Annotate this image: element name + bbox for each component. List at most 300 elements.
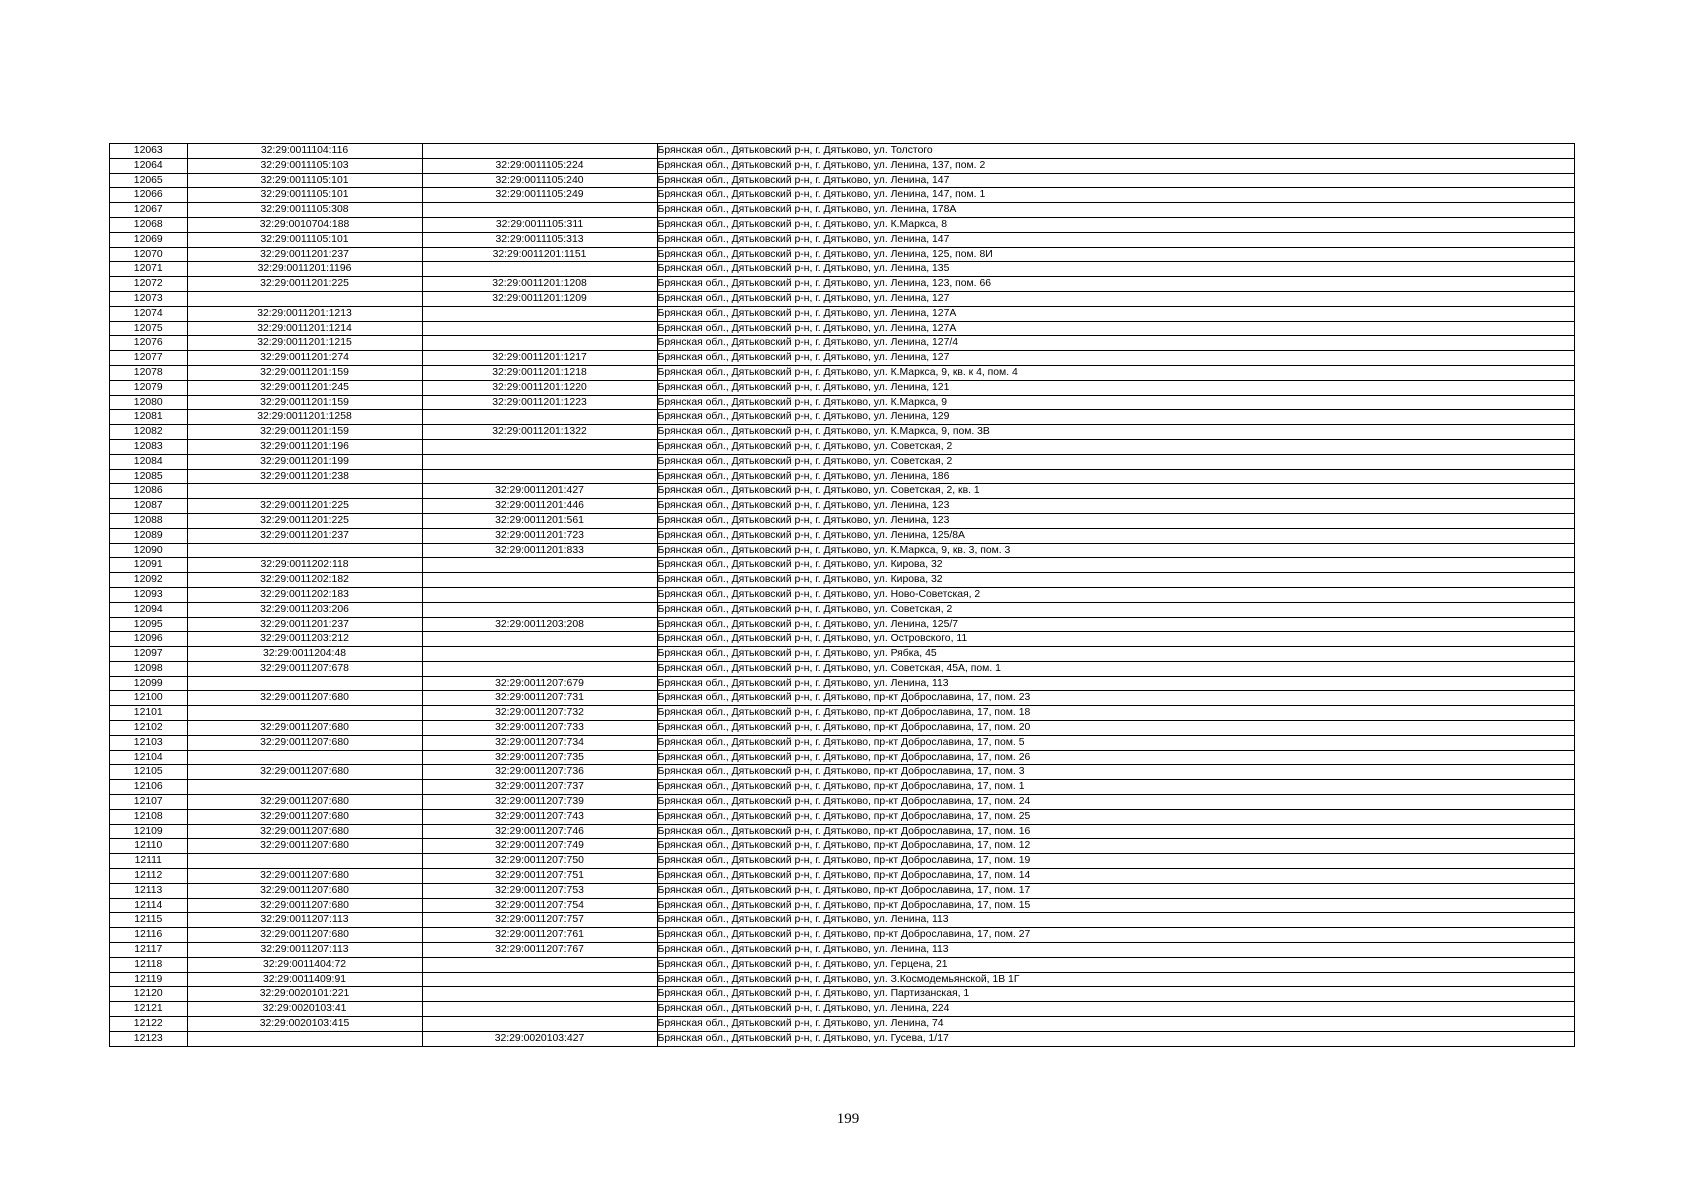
table-row — [110, 750, 1574, 765]
cadastral-number-cell: 32:29:0011207:680 — [187, 795, 422, 810]
cadastral-number-cell: 32:29:0011204:48 — [187, 647, 422, 662]
address-cell: Брянская обл., Дятьковский р-н, г. Дятьково, ул. Толстого — [657, 144, 1574, 158]
cadastral-number-cell: 32:29:0011202:182 — [187, 573, 422, 588]
table-row — [110, 499, 1574, 514]
object-cadastral-number-cell: 32:29:0011207:731 — [422, 691, 657, 706]
address-cell: Брянская обл., Дятьковский р-н, г. Дятьково, пр-кт Доброславина, 17, пом. 25 — [657, 809, 1574, 824]
table-row — [110, 972, 1574, 987]
row-number-cell: 12081 — [110, 410, 187, 425]
cadastral-number-cell: 32:29:0011201:199 — [187, 454, 422, 469]
object-cadastral-number-cell: 32:29:0011201:1322 — [422, 425, 657, 440]
table-row — [110, 336, 1574, 351]
address-cell: Брянская обл., Дятьковский р-н, г. Дятьково, пр-кт Доброславина, 17, пом. 23 — [657, 691, 1574, 706]
cadastral-number-cell: 32:29:0011201:238 — [187, 469, 422, 484]
address-cell: Брянская обл., Дятьковский р-н, г. Дятьково, ул. Ленина, 147, пом. 1 — [657, 188, 1574, 203]
cadastral-number-cell: 32:29:0011201:237 — [187, 617, 422, 632]
cadastral-number-cell: 32:29:0011201:1214 — [187, 321, 422, 336]
table-row — [110, 395, 1574, 410]
table-row — [110, 351, 1574, 366]
table-row — [110, 676, 1574, 691]
row-number-cell: 12070 — [110, 247, 187, 262]
object-cadastral-number-cell: 32:29:0011201:446 — [422, 499, 657, 514]
object-cadastral-number-cell — [422, 1017, 657, 1032]
row-number-cell: 12069 — [110, 232, 187, 247]
address-cell: Брянская обл., Дятьковский р-н, г. Дятьково, пр-кт Доброславина, 17, пом. 17 — [657, 883, 1574, 898]
object-cadastral-number-cell: 32:29:0011201:1217 — [422, 351, 657, 366]
table-row — [110, 321, 1574, 336]
row-number-cell: 12077 — [110, 351, 187, 366]
cadastral-number-cell — [187, 1031, 422, 1045]
cadastral-number-cell: 32:29:0011207:680 — [187, 824, 422, 839]
address-cell: Брянская обл., Дятьковский р-н, г. Дятьково, ул. Советская, 2 — [657, 454, 1574, 469]
registry-table — [110, 144, 1574, 1046]
cadastral-number-cell: 32:29:0011201:274 — [187, 351, 422, 366]
cadastral-number-cell: 32:29:0011201:1196 — [187, 262, 422, 277]
cadastral-number-cell: 32:29:0011201:159 — [187, 425, 422, 440]
cadastral-number-cell: 32:29:0011207:680 — [187, 691, 422, 706]
address-cell: Брянская обл., Дятьковский р-н, г. Дятьково, пр-кт Доброславина, 17, пом. 27 — [657, 928, 1574, 943]
object-cadastral-number-cell: 32:29:0011201:1218 — [422, 365, 657, 380]
cadastral-number-cell: 32:29:0011207:680 — [187, 721, 422, 736]
object-cadastral-number-cell: 32:29:0011207:737 — [422, 780, 657, 795]
table-row — [110, 869, 1574, 884]
row-number-cell: 12100 — [110, 691, 187, 706]
table-row — [110, 1031, 1574, 1045]
object-cadastral-number-cell — [422, 306, 657, 321]
cadastral-number-cell: 32:29:0011207:113 — [187, 913, 422, 928]
cadastral-number-cell: 32:29:0011202:118 — [187, 558, 422, 573]
cadastral-number-cell: 32:29:0011207:680 — [187, 809, 422, 824]
object-cadastral-number-cell: 32:29:0011201:1208 — [422, 277, 657, 292]
row-number-cell: 12071 — [110, 262, 187, 277]
address-cell: Брянская обл., Дятьковский р-н, г. Дятьково, ул. Ленина, 123, пом. 66 — [657, 277, 1574, 292]
table-row — [110, 277, 1574, 292]
address-cell: Брянская обл., Дятьковский р-н, г. Дятьково, ул. Ленина, 127 — [657, 351, 1574, 366]
table-row — [110, 1017, 1574, 1032]
cadastral-number-cell: 32:29:0010704:188 — [187, 217, 422, 232]
address-cell: Брянская обл., Дятьковский р-н, г. Дятьково, пр-кт Доброславина, 17, пом. 1 — [657, 780, 1574, 795]
cadastral-number-cell: 32:29:0011203:212 — [187, 632, 422, 647]
object-cadastral-number-cell — [422, 632, 657, 647]
table-row — [110, 158, 1574, 173]
cadastral-number-cell — [187, 676, 422, 691]
address-cell: Брянская обл., Дятьковский р-н, г. Дятьково, ул. Партизанская, 1 — [657, 987, 1574, 1002]
address-cell: Брянская обл., Дятьковский р-н, г. Дятьково, пр-кт Доброславина, 17, пом. 14 — [657, 869, 1574, 884]
address-cell: Брянская обл., Дятьковский р-н, г. Дятьково, пр-кт Доброславина, 17, пом. 12 — [657, 839, 1574, 854]
address-cell: Брянская обл., Дятьковский р-н, г. Дятьково, ул. К.Маркса, 9, кв. 3, пом. 3 — [657, 543, 1574, 558]
cadastral-number-cell: 32:29:0011105:101 — [187, 173, 422, 188]
cadastral-number-cell: 32:29:0011201:245 — [187, 380, 422, 395]
row-number-cell: 12082 — [110, 425, 187, 440]
cadastral-number-cell: 32:29:0011104:116 — [187, 144, 422, 158]
address-cell: Брянская обл., Дятьковский р-н, г. Дятьково, ул. Островского, 11 — [657, 632, 1574, 647]
address-cell: Брянская обл., Дятьковский р-н, г. Дятьково, ул. Рябка, 45 — [657, 647, 1574, 662]
row-number-cell: 12102 — [110, 721, 187, 736]
table-row — [110, 291, 1574, 306]
row-number-cell: 12117 — [110, 943, 187, 958]
row-number-cell: 12112 — [110, 869, 187, 884]
table-row — [110, 661, 1574, 676]
row-number-cell: 12087 — [110, 499, 187, 514]
table-row — [110, 587, 1574, 602]
row-number-cell: 12095 — [110, 617, 187, 632]
table-row — [110, 691, 1574, 706]
object-cadastral-number-cell: 32:29:0011201:427 — [422, 484, 657, 499]
cadastral-number-cell: 32:29:0011201:225 — [187, 499, 422, 514]
table-row — [110, 469, 1574, 484]
table-row — [110, 217, 1574, 232]
cadastral-number-cell: 32:29:0011105:101 — [187, 188, 422, 203]
object-cadastral-number-cell — [422, 573, 657, 588]
table-row — [110, 573, 1574, 588]
row-number-cell: 12119 — [110, 972, 187, 987]
address-cell: Брянская обл., Дятьковский р-н, г. Дятьково, ул. Советская, 2 — [657, 439, 1574, 454]
row-number-cell: 12075 — [110, 321, 187, 336]
row-number-cell: 12068 — [110, 217, 187, 232]
object-cadastral-number-cell: 32:29:0011207:679 — [422, 676, 657, 691]
table-row — [110, 632, 1574, 647]
object-cadastral-number-cell: 32:29:0011201:1220 — [422, 380, 657, 395]
cadastral-number-cell: 32:29:0011201:237 — [187, 247, 422, 262]
object-cadastral-number-cell — [422, 972, 657, 987]
row-number-cell: 12091 — [110, 558, 187, 573]
table-row — [110, 484, 1574, 499]
row-number-cell: 12122 — [110, 1017, 187, 1032]
cadastral-number-cell: 32:29:0011201:159 — [187, 395, 422, 410]
object-cadastral-number-cell — [422, 647, 657, 662]
object-cadastral-number-cell: 32:29:0011203:208 — [422, 617, 657, 632]
row-number-cell: 12109 — [110, 824, 187, 839]
table-row — [110, 380, 1574, 395]
table-row — [110, 513, 1574, 528]
address-cell: Брянская обл., Дятьковский р-н, г. Дятьково, ул. Кирова, 32 — [657, 573, 1574, 588]
object-cadastral-number-cell: 32:29:0011207:733 — [422, 721, 657, 736]
row-number-cell: 12092 — [110, 573, 187, 588]
object-cadastral-number-cell: 32:29:0011207:767 — [422, 943, 657, 958]
table-row — [110, 543, 1574, 558]
row-number-cell: 12114 — [110, 898, 187, 913]
cadastral-number-cell: 32:29:0011201:1213 — [187, 306, 422, 321]
row-number-cell: 12088 — [110, 513, 187, 528]
object-cadastral-number-cell: 32:29:0011201:723 — [422, 528, 657, 543]
table-row — [110, 188, 1574, 203]
row-number-cell: 12093 — [110, 587, 187, 602]
cadastral-number-cell: 32:29:0011207:678 — [187, 661, 422, 676]
object-cadastral-number-cell: 32:29:0020103:427 — [422, 1031, 657, 1045]
address-cell: Брянская обл., Дятьковский р-н, г. Дятьково, ул. Ленина, 113 — [657, 913, 1574, 928]
address-cell: Брянская обл., Дятьковский р-н, г. Дятьково, ул. Ленина, 74 — [657, 1017, 1574, 1032]
object-cadastral-number-cell: 32:29:0011207:753 — [422, 883, 657, 898]
page-number: 199 — [836, 1111, 860, 1127]
object-cadastral-number-cell — [422, 144, 657, 158]
cadastral-number-cell: 32:29:0020101:221 — [187, 987, 422, 1002]
table-row — [110, 439, 1574, 454]
table-row — [110, 306, 1574, 321]
table-row — [110, 913, 1574, 928]
table-row — [110, 144, 1574, 158]
registry-sheet — [109, 143, 1575, 1047]
address-cell: Брянская обл., Дятьковский р-н, г. Дятьково, ул. К.Маркса, 9, кв. к 4, пом. 4 — [657, 365, 1574, 380]
row-number-cell: 12073 — [110, 291, 187, 306]
table-row — [110, 839, 1574, 854]
object-cadastral-number-cell: 32:29:0011207:736 — [422, 765, 657, 780]
object-cadastral-number-cell — [422, 1002, 657, 1017]
table-row — [110, 602, 1574, 617]
table-row — [110, 883, 1574, 898]
address-cell: Брянская обл., Дятьковский р-н, г. Дятьково, пр-кт Доброславина, 17, пом. 24 — [657, 795, 1574, 810]
table-row — [110, 425, 1574, 440]
address-cell: Брянская обл., Дятьковский р-н, г. Дятьково, ул. Ленина, 125/8А — [657, 528, 1574, 543]
object-cadastral-number-cell — [422, 410, 657, 425]
object-cadastral-number-cell — [422, 661, 657, 676]
object-cadastral-number-cell — [422, 321, 657, 336]
address-cell: Брянская обл., Дятьковский р-н, г. Дятьково, ул. Ново-Советская, 2 — [657, 587, 1574, 602]
cadastral-number-cell: 32:29:0011207:680 — [187, 839, 422, 854]
row-number-cell: 12065 — [110, 173, 187, 188]
row-number-cell: 12113 — [110, 883, 187, 898]
row-number-cell: 12110 — [110, 839, 187, 854]
object-cadastral-number-cell: 32:29:0011207:743 — [422, 809, 657, 824]
address-cell: Брянская обл., Дятьковский р-н, г. Дятьково, пр-кт Доброславина, 17, пом. 5 — [657, 735, 1574, 750]
row-number-cell: 12089 — [110, 528, 187, 543]
object-cadastral-number-cell: 32:29:0011207:735 — [422, 750, 657, 765]
address-cell: Брянская обл., Дятьковский р-н, г. Дятьково, пр-кт Доброславина, 17, пом. 20 — [657, 721, 1574, 736]
cadastral-number-cell: 32:29:0011105:103 — [187, 158, 422, 173]
address-cell: Брянская обл., Дятьковский р-н, г. Дятьково, ул. Советская, 2, кв. 1 — [657, 484, 1574, 499]
table-row — [110, 987, 1574, 1002]
address-cell: Брянская обл., Дятьковский р-н, г. Дятьково, ул. Ленина, 125/7 — [657, 617, 1574, 632]
object-cadastral-number-cell: 32:29:0011201:1209 — [422, 291, 657, 306]
object-cadastral-number-cell: 32:29:0011105:311 — [422, 217, 657, 232]
table-row — [110, 854, 1574, 869]
row-number-cell: 12106 — [110, 780, 187, 795]
table-row — [110, 262, 1574, 277]
row-number-cell: 12064 — [110, 158, 187, 173]
row-number-cell: 12101 — [110, 706, 187, 721]
address-cell: Брянская обл., Дятьковский р-н, г. Дятьково, пр-кт Доброславина, 17, пом. 16 — [657, 824, 1574, 839]
cadastral-number-cell: 32:29:0011201:225 — [187, 277, 422, 292]
row-number-cell: 12123 — [110, 1031, 187, 1045]
address-cell: Брянская обл., Дятьковский р-н, г. Дятьково, пр-кт Доброславина, 17, пом. 19 — [657, 854, 1574, 869]
row-number-cell: 12072 — [110, 277, 187, 292]
row-number-cell: 12083 — [110, 439, 187, 454]
cadastral-number-cell — [187, 854, 422, 869]
row-number-cell: 12098 — [110, 661, 187, 676]
table-row — [110, 558, 1574, 573]
object-cadastral-number-cell — [422, 336, 657, 351]
row-number-cell: 12097 — [110, 647, 187, 662]
table-row — [110, 365, 1574, 380]
object-cadastral-number-cell — [422, 957, 657, 972]
cadastral-number-cell: 32:29:0020103:41 — [187, 1002, 422, 1017]
cadastral-number-cell: 32:29:0011105:308 — [187, 203, 422, 218]
table-row — [110, 765, 1574, 780]
table-row — [110, 232, 1574, 247]
address-cell: Брянская обл., Дятьковский р-н, г. Дятьково, пр-кт Доброславина, 17, пом. 26 — [657, 750, 1574, 765]
address-cell: Брянская обл., Дятьковский р-н, г. Дятьково, пр-кт Доброславина, 17, пом. 18 — [657, 706, 1574, 721]
row-number-cell: 12086 — [110, 484, 187, 499]
object-cadastral-number-cell — [422, 987, 657, 1002]
address-cell: Брянская обл., Дятьковский р-н, г. Дятьково, ул. Ленина, 113 — [657, 676, 1574, 691]
address-cell: Брянская обл., Дятьковский р-н, г. Дятьково, ул. Ленина, 147 — [657, 232, 1574, 247]
object-cadastral-number-cell: 32:29:0011105:224 — [422, 158, 657, 173]
object-cadastral-number-cell — [422, 469, 657, 484]
address-cell: Брянская обл., Дятьковский р-н, г. Дятьково, ул. Ленина, 113 — [657, 943, 1574, 958]
object-cadastral-number-cell: 32:29:0011105:240 — [422, 173, 657, 188]
table-row — [110, 809, 1574, 824]
address-cell: Брянская обл., Дятьковский р-н, г. Дятьково, ул. К.Маркса, 9 — [657, 395, 1574, 410]
row-number-cell: 12105 — [110, 765, 187, 780]
row-number-cell: 12104 — [110, 750, 187, 765]
object-cadastral-number-cell — [422, 439, 657, 454]
address-cell: Брянская обл., Дятьковский р-н, г. Дятьково, ул. Ленина, 135 — [657, 262, 1574, 277]
object-cadastral-number-cell: 32:29:0011207:732 — [422, 706, 657, 721]
address-cell: Брянская обл., Дятьковский р-н, г. Дятьково, ул. Гусева, 1/17 — [657, 1031, 1574, 1045]
object-cadastral-number-cell: 32:29:0011201:1151 — [422, 247, 657, 262]
object-cadastral-number-cell — [422, 558, 657, 573]
row-number-cell: 12096 — [110, 632, 187, 647]
cadastral-number-cell: 32:29:0011207:680 — [187, 883, 422, 898]
object-cadastral-number-cell: 32:29:0011207:754 — [422, 898, 657, 913]
table-row — [110, 928, 1574, 943]
object-cadastral-number-cell: 32:29:0011207:761 — [422, 928, 657, 943]
table-row — [110, 1002, 1574, 1017]
table-row — [110, 203, 1574, 218]
address-cell: Брянская обл., Дятьковский р-н, г. Дятьково, ул. Советская, 45А, пом. 1 — [657, 661, 1574, 676]
row-number-cell: 12111 — [110, 854, 187, 869]
address-cell: Брянская обл., Дятьковский р-н, г. Дятьково, ул. Ленина, 186 — [657, 469, 1574, 484]
table-row — [110, 943, 1574, 958]
row-number-cell: 12120 — [110, 987, 187, 1002]
address-cell: Брянская обл., Дятьковский р-н, г. Дятьково, ул. Ленина, 127А — [657, 306, 1574, 321]
row-number-cell: 12107 — [110, 795, 187, 810]
cadastral-number-cell: 32:29:0011207:680 — [187, 765, 422, 780]
object-cadastral-number-cell — [422, 262, 657, 277]
cadastral-number-cell: 32:29:0011207:680 — [187, 869, 422, 884]
cadastral-number-cell: 32:29:0011207:113 — [187, 943, 422, 958]
cadastral-number-cell: 32:29:0011201:237 — [187, 528, 422, 543]
object-cadastral-number-cell: 32:29:0011105:313 — [422, 232, 657, 247]
object-cadastral-number-cell: 32:29:0011207:734 — [422, 735, 657, 750]
cadastral-number-cell: 32:29:0011207:680 — [187, 735, 422, 750]
object-cadastral-number-cell: 32:29:0011105:249 — [422, 188, 657, 203]
object-cadastral-number-cell: 32:29:0011201:1223 — [422, 395, 657, 410]
address-cell: Брянская обл., Дятьковский р-н, г. Дятьково, ул. Ленина, 123 — [657, 513, 1574, 528]
cadastral-number-cell: 32:29:0011207:680 — [187, 898, 422, 913]
table-row — [110, 617, 1574, 632]
cadastral-number-cell — [187, 780, 422, 795]
object-cadastral-number-cell: 32:29:0011201:561 — [422, 513, 657, 528]
table-row — [110, 173, 1574, 188]
address-cell: Брянская обл., Дятьковский р-н, г. Дятьково, ул. З.Космодемьянской, 1В 1Г — [657, 972, 1574, 987]
table-row — [110, 735, 1574, 750]
table-row — [110, 528, 1574, 543]
cadastral-number-cell: 32:29:0011105:101 — [187, 232, 422, 247]
object-cadastral-number-cell: 32:29:0011201:833 — [422, 543, 657, 558]
row-number-cell: 12121 — [110, 1002, 187, 1017]
address-cell: Брянская обл., Дятьковский р-н, г. Дятьково, ул. К.Маркса, 8 — [657, 217, 1574, 232]
object-cadastral-number-cell — [422, 602, 657, 617]
table-row — [110, 410, 1574, 425]
cadastral-number-cell: 32:29:0011201:159 — [187, 365, 422, 380]
object-cadastral-number-cell: 32:29:0011207:749 — [422, 839, 657, 854]
cadastral-number-cell — [187, 543, 422, 558]
row-number-cell: 12063 — [133, 145, 163, 156]
row-number-cell: 12066 — [110, 188, 187, 203]
table-row — [110, 247, 1574, 262]
cadastral-number-cell — [187, 750, 422, 765]
row-number-cell: 12115 — [110, 913, 187, 928]
table-row — [110, 706, 1574, 721]
row-number-cell: 12094 — [110, 602, 187, 617]
cadastral-number-cell — [187, 484, 422, 499]
cadastral-number-cell — [187, 291, 422, 306]
cadastral-number-cell: 32:29:0011201:196 — [187, 439, 422, 454]
object-cadastral-number-cell — [422, 454, 657, 469]
address-cell: Брянская обл., Дятьковский р-н, г. Дятьково, ул. Ленина, 125, пом. 8И — [657, 247, 1574, 262]
cadastral-number-cell: 32:29:0011409:91 — [187, 972, 422, 987]
table-row — [110, 721, 1574, 736]
row-number-cell: 12079 — [110, 380, 187, 395]
row-number-cell: 12085 — [110, 469, 187, 484]
cadastral-number-cell: 32:29:0011201:1215 — [187, 336, 422, 351]
row-number-cell: 12084 — [110, 454, 187, 469]
address-cell: Брянская обл., Дятьковский р-н, г. Дятьково, ул. Ленина, 147 — [657, 173, 1574, 188]
address-cell: Брянская обл., Дятьковский р-н, г. Дятьково, ул. Ленина, 127/4 — [657, 336, 1574, 351]
row-number-cell: 12090 — [110, 543, 187, 558]
registry-table-body — [110, 144, 1574, 1046]
table-row — [110, 795, 1574, 810]
table-row — [110, 898, 1574, 913]
address-cell: Брянская обл., Дятьковский р-н, г. Дятьково, ул. Герцена, 21 — [657, 957, 1574, 972]
table-row — [110, 780, 1574, 795]
address-cell: Брянская обл., Дятьковский р-н, г. Дятьково, ул. К.Маркса, 9, пом. 3В — [657, 425, 1574, 440]
table-row — [110, 647, 1574, 662]
address-cell: Брянская обл., Дятьковский р-н, г. Дятьково, пр-кт Доброславина, 17, пом. 15 — [657, 898, 1574, 913]
cadastral-number-cell: 32:29:0011201:1258 — [187, 410, 422, 425]
address-cell: Брянская обл., Дятьковский р-н, г. Дятьково, пр-кт Доброславина, 17, пом. 3 — [657, 765, 1574, 780]
object-cadastral-number-cell: 32:29:0011207:757 — [422, 913, 657, 928]
address-cell: Брянская обл., Дятьковский р-н, г. Дятьково, ул. Ленина, 123 — [657, 499, 1574, 514]
address-cell: Брянская обл., Дятьковский р-н, г. Дятьково, ул. Ленина, 224 — [657, 1002, 1574, 1017]
row-number-cell: 12076 — [110, 336, 187, 351]
cadastral-number-cell: 32:29:0011201:225 — [187, 513, 422, 528]
table-row — [110, 957, 1574, 972]
row-number-cell: 12074 — [110, 306, 187, 321]
cadastral-number-cell: 32:29:0011202:183 — [187, 587, 422, 602]
row-number-cell: 12078 — [110, 365, 187, 380]
row-number-cell: 12118 — [110, 957, 187, 972]
cadastral-number-cell: 32:29:0020103:415 — [187, 1017, 422, 1032]
address-cell: Брянская обл., Дятьковский р-н, г. Дятьково, ул. Ленина, 178А — [657, 203, 1574, 218]
address-cell: Брянская обл., Дятьковский р-н, г. Дятьково, ул. Ленина, 129 — [657, 410, 1574, 425]
row-number-cell: 12067 — [110, 203, 187, 218]
object-cadastral-number-cell: 32:29:0011207:750 — [422, 854, 657, 869]
cadastral-number-cell: 32:29:0011404:72 — [187, 957, 422, 972]
object-cadastral-number-cell: 32:29:0011207:746 — [422, 824, 657, 839]
row-number-cell: 12103 — [110, 735, 187, 750]
address-cell: Брянская обл., Дятьковский р-н, г. Дятьково, ул. Ленина, 127 — [657, 291, 1574, 306]
cadastral-number-cell — [187, 706, 422, 721]
address-cell: Брянская обл., Дятьковский р-н, г. Дятьково, ул. Кирова, 32 — [657, 558, 1574, 573]
object-cadastral-number-cell — [422, 587, 657, 602]
address-cell: Брянская обл., Дятьковский р-н, г. Дятьково, ул. Советская, 2 — [657, 602, 1574, 617]
row-number-cell: 12080 — [110, 395, 187, 410]
table-row — [110, 824, 1574, 839]
row-number-cell: 12099 — [110, 676, 187, 691]
table-row — [110, 454, 1574, 469]
row-number-cell: 12116 — [110, 928, 187, 943]
